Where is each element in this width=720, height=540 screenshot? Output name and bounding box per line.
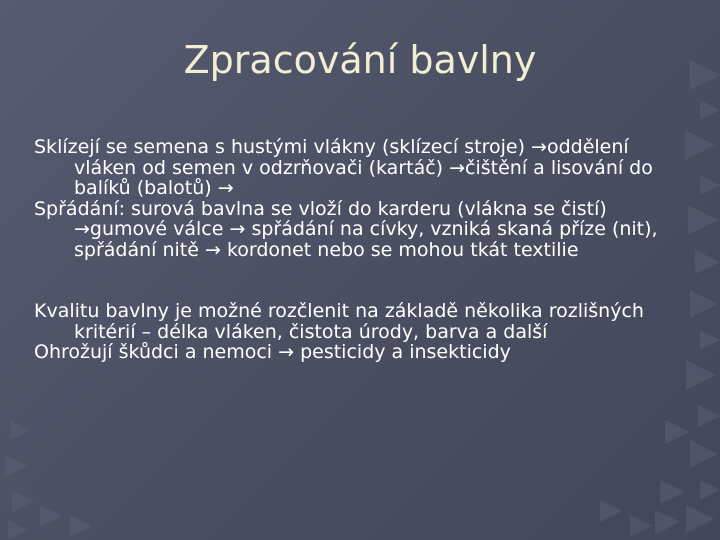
text-segment: kordonet nebo se mohou tkát textilie [220, 238, 579, 261]
slide-title: Zpracování bavlny [183, 38, 537, 82]
arrow-icon: → [74, 218, 90, 240]
bullet-quality [34, 301, 674, 342]
slide-body [34, 137, 674, 363]
bullet-harvesting [34, 137, 674, 199]
bullet-pests [34, 342, 674, 363]
arrow-icon: → [531, 136, 547, 158]
arrow-icon: → [449, 156, 466, 179]
arrow-icon: → [278, 341, 295, 363]
text-segment: Sklízejí se semena s hustými vlákny (sklízecí stroje) [34, 136, 532, 158]
text-segment: gumové válce [89, 218, 230, 240]
text-segment: Kvalitu bavlny je možné rozčlenit na základě několika rozlišných kritérií – délka vláken, čistota úrody, barva a další [34, 300, 644, 343]
arrow-icon: → [229, 218, 246, 240]
arrow-icon: → [204, 238, 221, 261]
arrow-icon: → [217, 177, 234, 199]
bullet-spinning [34, 199, 674, 261]
text-segment: Spřádání: surová bavlna se vloží do karderu (vlákna se čistí) [34, 197, 607, 220]
text-segment: spřádání na cívky, vzniká skaná příze (nit), spřádání nitě [74, 218, 658, 261]
text-segment: pesticidy a insekticidy [294, 341, 511, 363]
text-segment: oddělení vláken od semen v odzrňovači (kartáč) [74, 136, 629, 179]
text-segment: Ohrožují škůdci a nemoci [34, 341, 279, 363]
text-segment: čištění a lisování do balíků (balotů) [74, 156, 653, 199]
